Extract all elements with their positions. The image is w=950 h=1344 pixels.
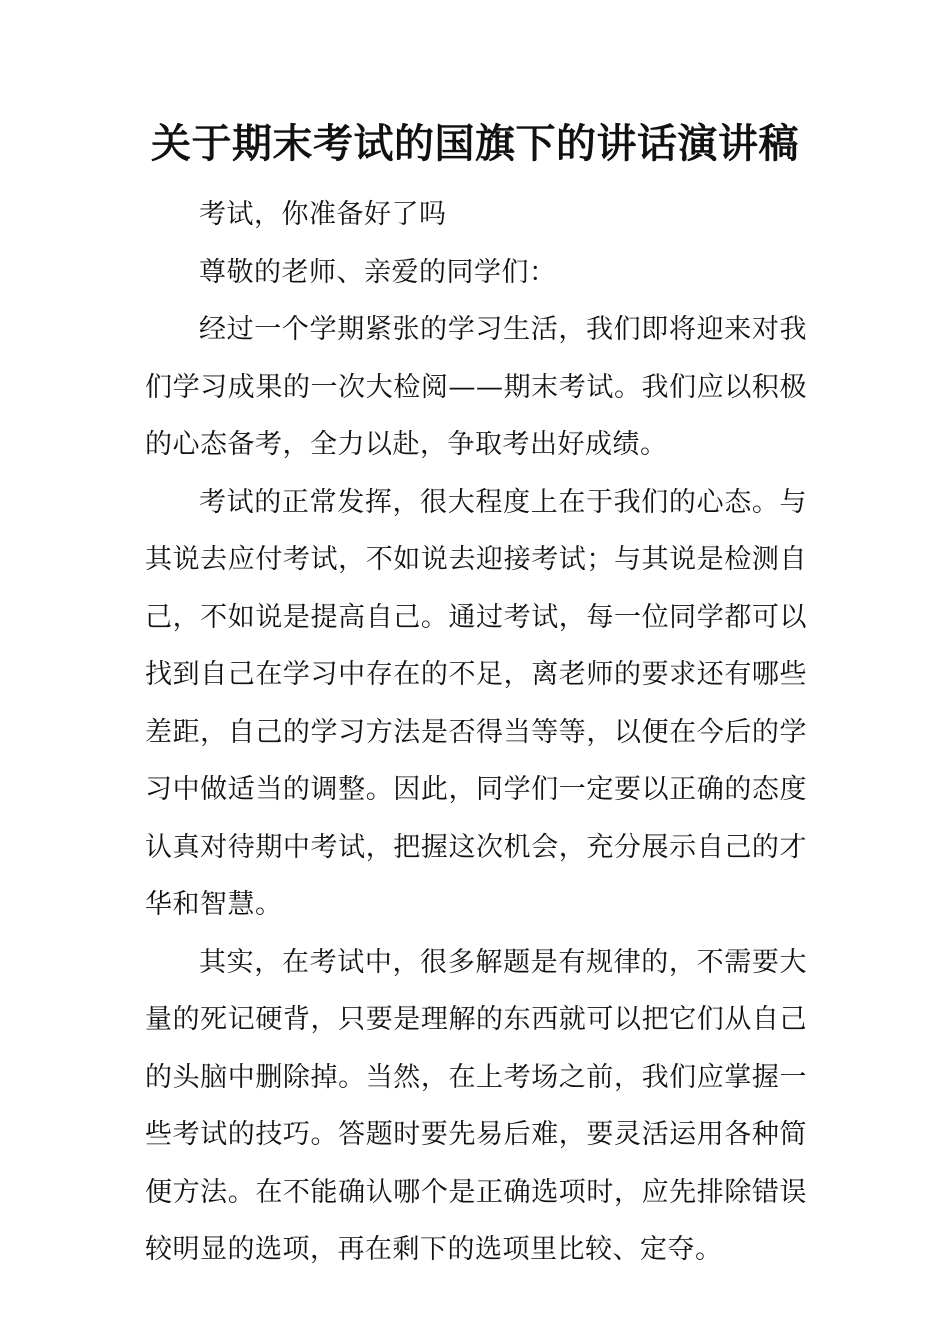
paragraph-salutation: 尊敬的老师、亲爱的同学们：: [199, 256, 557, 288]
document-body: [145, 186, 807, 1279]
document-title: 关于期末考试的国旗下的讲话演讲稿: [151, 121, 799, 167]
paragraph-subtitle: 考试，你准备好了吗: [199, 199, 447, 230]
paragraph: 经过一个学期紧张的学习生活，我们即将迎来对我们学习成果的一次大检阅——期末考试。我们应以积极的心态备考，全力以赴，争取考出好成绩。: [145, 314, 807, 460]
paragraph: 其实，在考试中，很多解题是有规律的，不需要大量的死记硬背，只要是理解的东西就可以把它们从自己的头脑中删除掉。当然，在上考场之前，我们应掌握一些考试的技巧。答题时要先易后难，要灵活运用各种简便方法。在不能确认哪个是正确选项时，应先排除错误较明显的选项，再在剩下的选项里比较、定夺。: [145, 946, 807, 1265]
paragraph: 考试的正常发挥，很大程度上在于我们的心态。与其说去应付考试，不如说去迎接考试；与其说是检测自己，不如说是提高自己。通过考试，每一位同学都可以找到自己在学习中存在的不足，离老师的要求还有哪些差距，自己的学习方法是否得当等等，以便在今后的学习中做适当的调整。因此，同学们一定要以正确的态度认真对待期中考试，把握这次机会，充分展示自己的才华和智慧。: [145, 486, 807, 920]
